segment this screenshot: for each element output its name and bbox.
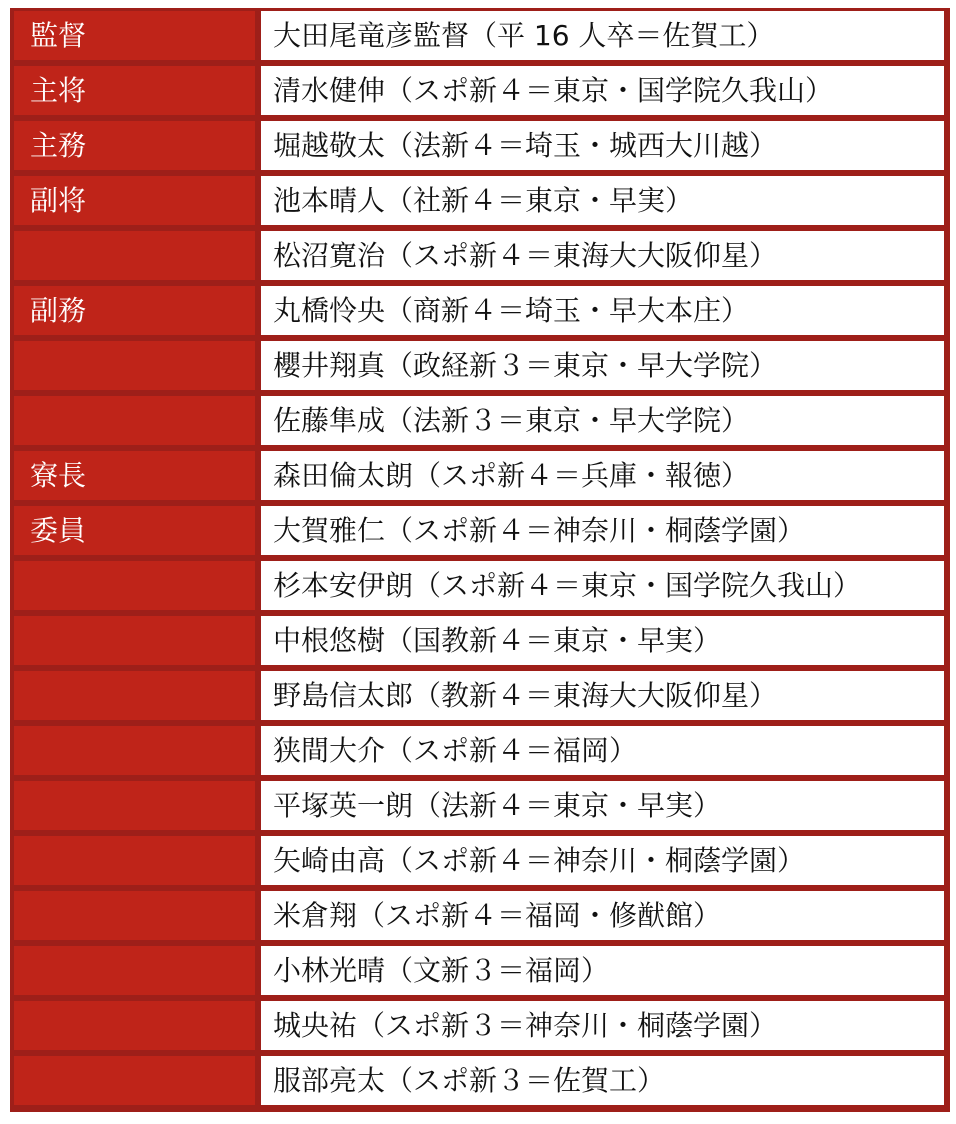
table-row xyxy=(10,173,950,228)
member-name-cell: 中根悠樹（国教新４＝東京・早実） xyxy=(258,613,950,668)
member-name-cell: 櫻井翔真（政経新３＝東京・早大学院） xyxy=(258,338,950,393)
role-cell xyxy=(10,1053,258,1108)
table-row xyxy=(10,888,950,943)
table-row xyxy=(10,723,950,778)
table-row xyxy=(10,668,950,723)
member-name-cell: 矢崎由高（スポ新４＝神奈川・桐蔭学園） xyxy=(258,833,950,888)
table-row xyxy=(10,448,950,503)
member-name-cell: 平塚英一朗（法新４＝東京・早実） xyxy=(258,778,950,833)
role-cell: 副務 xyxy=(10,283,258,338)
table-row xyxy=(10,228,950,283)
table-row xyxy=(10,943,950,998)
member-name-cell: 佐藤隼成（法新３＝東京・早大学院） xyxy=(258,393,950,448)
role-cell: 主将 xyxy=(10,63,258,118)
member-name-cell: 狭間大介（スポ新４＝福岡） xyxy=(258,723,950,778)
table-row xyxy=(10,558,950,613)
member-name-cell: 丸橋怜央（商新４＝埼玉・早大本庄） xyxy=(258,283,950,338)
table-row xyxy=(10,998,950,1053)
table-row xyxy=(10,833,950,888)
role-cell xyxy=(10,393,258,448)
roster-table xyxy=(10,8,950,1112)
role-cell xyxy=(10,558,258,613)
roster-grid xyxy=(10,8,950,1108)
role-cell xyxy=(10,778,258,833)
member-name-cell: 大賀雅仁（スポ新４＝神奈川・桐蔭学園） xyxy=(258,503,950,558)
table-row xyxy=(10,283,950,338)
role-cell: 寮長 xyxy=(10,448,258,503)
role-cell xyxy=(10,723,258,778)
role-cell: 副将 xyxy=(10,173,258,228)
role-cell xyxy=(10,943,258,998)
role-cell xyxy=(10,888,258,943)
role-cell: 委員 xyxy=(10,503,258,558)
role-cell: 主務 xyxy=(10,118,258,173)
table-row xyxy=(10,338,950,393)
table-row xyxy=(10,63,950,118)
table-row xyxy=(10,503,950,558)
role-cell xyxy=(10,998,258,1053)
table-row xyxy=(10,613,950,668)
member-name-cell: 杉本安伊朗（スポ新４＝東京・国学院久我山） xyxy=(258,558,950,613)
member-name-cell: 小林光晴（文新３＝福岡） xyxy=(258,943,950,998)
member-name-cell: 城央祐（スポ新３＝神奈川・桐蔭学園） xyxy=(258,998,950,1053)
table-row xyxy=(10,118,950,173)
role-cell xyxy=(10,668,258,723)
member-name-cell: 池本晴人（社新４＝東京・早実） xyxy=(258,173,950,228)
member-name-cell: 野島信太郎（教新４＝東海大大阪仰星） xyxy=(258,668,950,723)
member-name-cell: 大田尾竜彦監督（平 16 人卒＝佐賀工） xyxy=(258,8,950,63)
member-name-cell: 米倉翔（スポ新４＝福岡・修猷館） xyxy=(258,888,950,943)
role-cell: 監督 xyxy=(10,8,258,63)
table-row xyxy=(10,393,950,448)
role-cell xyxy=(10,338,258,393)
table-row xyxy=(10,1053,950,1108)
table-row xyxy=(10,8,950,63)
member-name-cell: 清水健伸（スポ新４＝東京・国学院久我山） xyxy=(258,63,950,118)
role-cell xyxy=(10,228,258,283)
role-cell xyxy=(10,613,258,668)
member-name-cell: 堀越敬太（法新４＝埼玉・城西大川越） xyxy=(258,118,950,173)
member-name-cell: 服部亮太（スポ新３＝佐賀工） xyxy=(258,1053,950,1108)
member-name-cell: 森田倫太朗（スポ新４＝兵庫・報徳） xyxy=(258,448,950,503)
member-name-cell: 松沼寛治（スポ新４＝東海大大阪仰星） xyxy=(258,228,950,283)
table-row xyxy=(10,778,950,833)
role-cell xyxy=(10,833,258,888)
